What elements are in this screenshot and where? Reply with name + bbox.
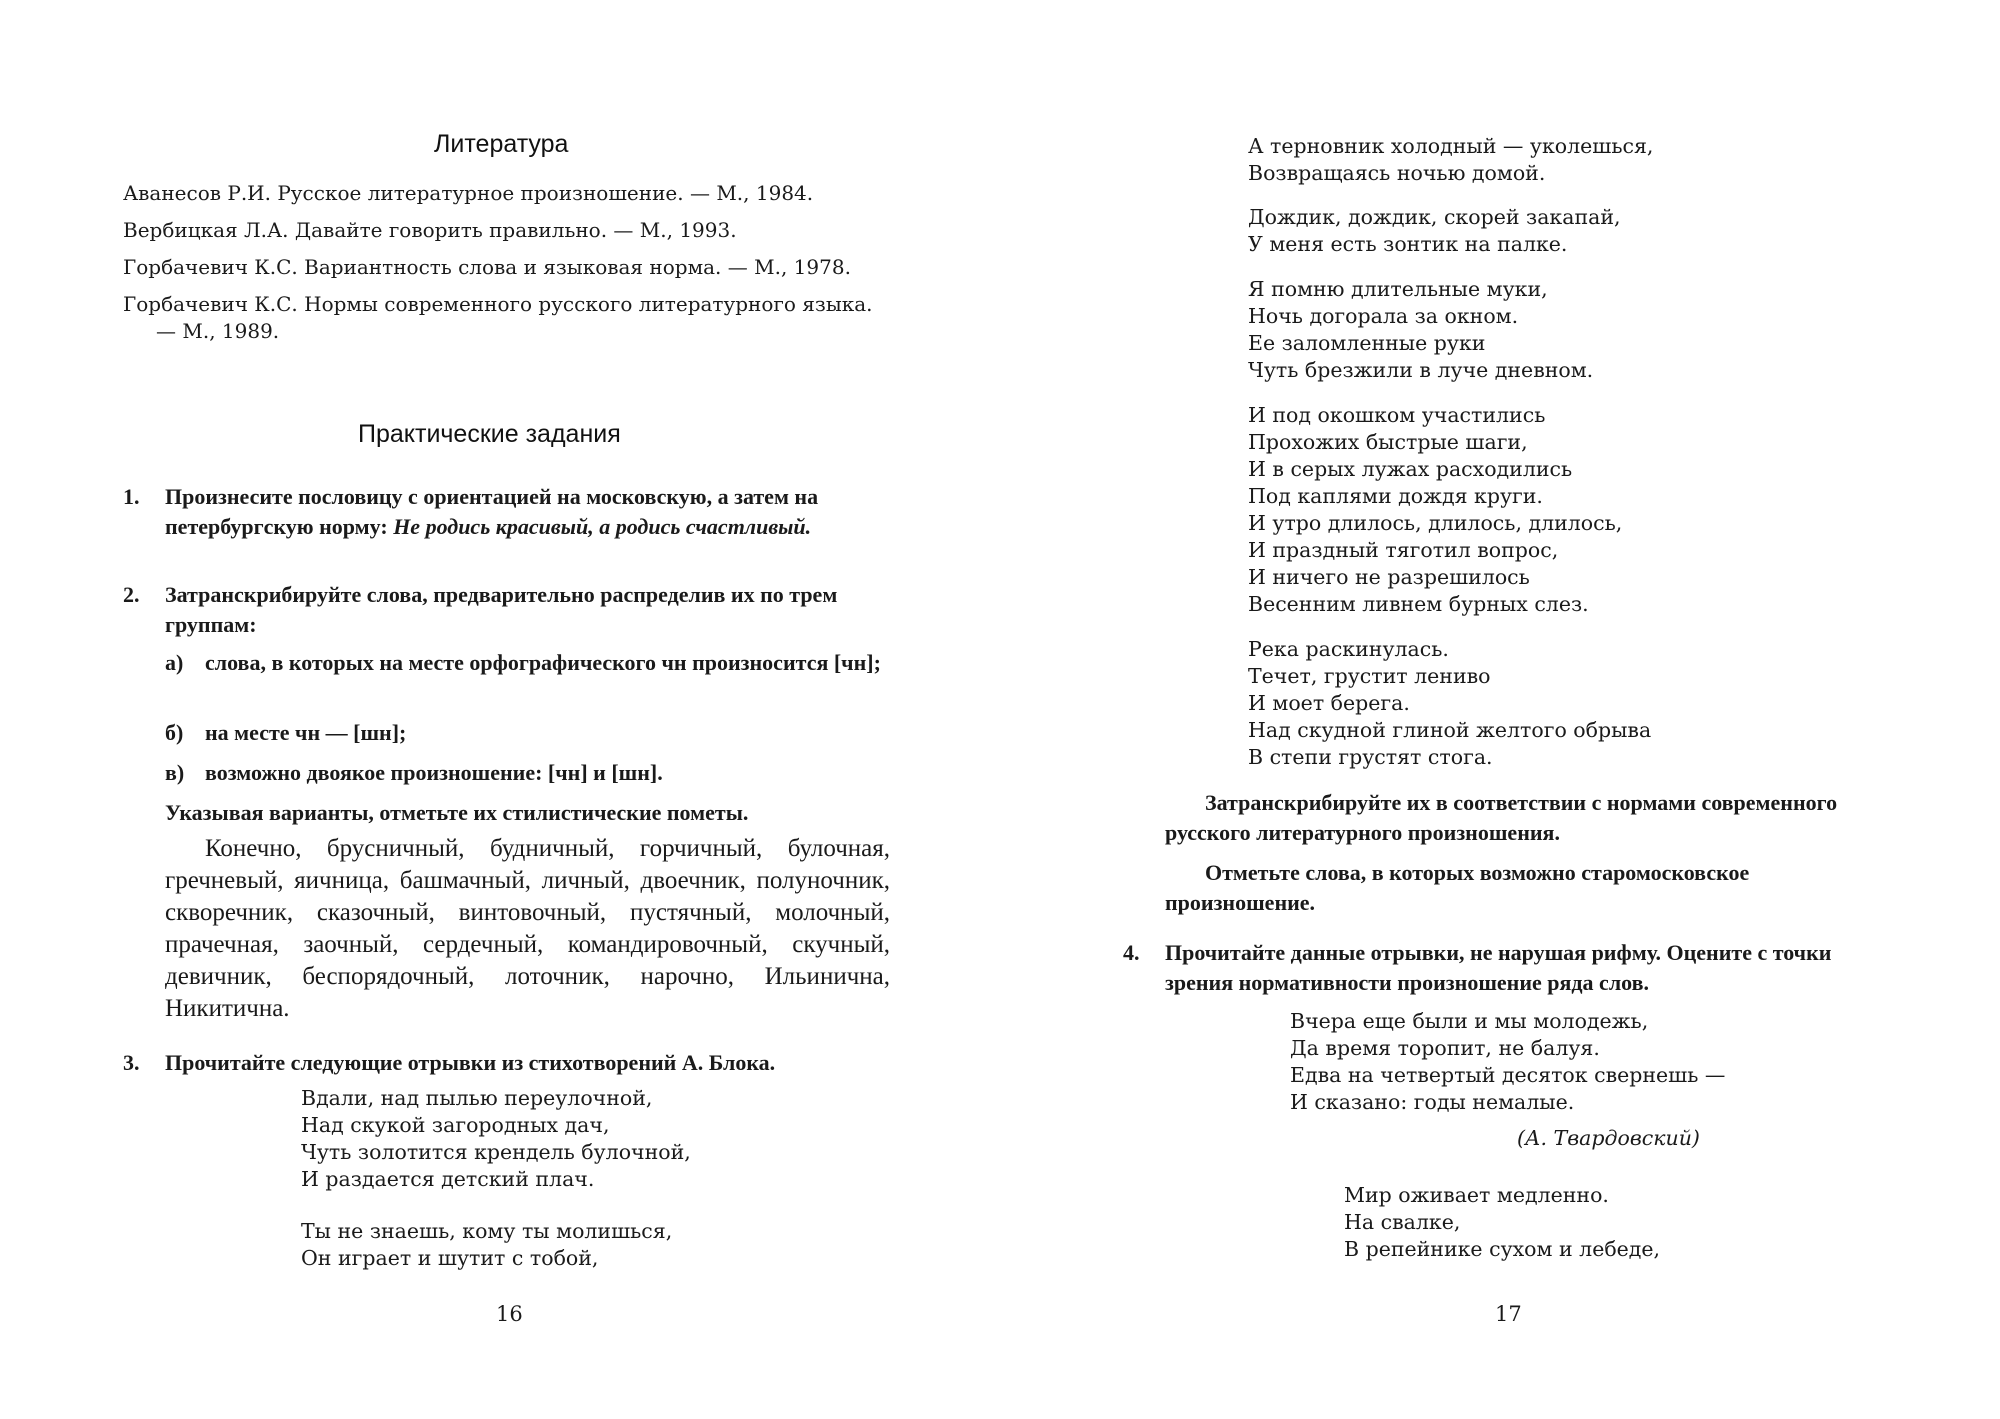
task-number: 2. — [123, 582, 140, 607]
task-number: 1. — [123, 484, 140, 509]
group-c — [165, 758, 893, 788]
task-4 — [1123, 938, 1893, 998]
task-body — [165, 482, 893, 542]
reference-list — [123, 180, 888, 355]
task-number: 3. — [123, 1050, 140, 1075]
poem-stanza — [1248, 133, 1653, 187]
poem-line: И моет берега. — [1248, 691, 1410, 715]
poem-line: И ничего не разрешилось — [1248, 565, 1530, 589]
word-list: Конечно, брусничный, будничный, горчичный, булочная, гречневый, яичница, башмачный, личный, двоечник, полуночник, скворечник, сказочный, винтовочный, пустячный, молочный, прачечная, заочный, сердечный, командировочный, скучный, девичник, беспорядочный, лоточник, нарочно, Ильинична, Никитична. — [165, 835, 890, 1022]
poem-line: На свалке, — [1344, 1210, 1461, 1234]
poem-line: И утро длилось, длилось, длилось, — [1248, 511, 1623, 535]
task-text: Прочитайте данные отрывки, не нарушая рифму. Оцените с точки зрения нормативности произношение ряда слов. — [1165, 940, 1832, 995]
literature-heading: Литература — [434, 130, 569, 158]
task-1 — [123, 482, 893, 542]
poem-line: В репейнике сухом и лебеде, — [1344, 1237, 1661, 1261]
poem-line: Течет, грустит лениво — [1248, 664, 1491, 688]
page-number: 16 — [496, 1302, 523, 1326]
practice-heading: Практические задания — [358, 420, 621, 448]
task-3 — [123, 1048, 893, 1078]
group-b — [165, 718, 893, 748]
poem-attribution: (А. Твардовский) — [1517, 1126, 1700, 1150]
poem-line: Ты не знаешь, кому ты молишься, — [301, 1219, 673, 1243]
poem-stanza — [1344, 1182, 1660, 1263]
poem-line: И праздный тяготил вопрос, — [1248, 538, 1559, 562]
poem-line: Дождик, дождик, скорей закапай, — [1248, 205, 1621, 229]
poem-line: Он играет и шутит с тобой, — [301, 1246, 599, 1270]
reference-item: Вербицкая Л.А. Давайте говорить правильно. — М., 1993. — [123, 218, 737, 242]
group-label: а) — [165, 650, 184, 675]
proverb: Не родись красивый, а родись счастливый. — [393, 514, 812, 539]
poem-line: И в серых лужах расходились — [1248, 457, 1573, 481]
poem-line: Едва на четвертый десяток свернешь — — [1290, 1063, 1726, 1087]
group-a — [165, 648, 893, 678]
poem-line: В степи грустят стога. — [1248, 745, 1493, 769]
page-number: 17 — [1495, 1302, 1522, 1326]
group-label: б) — [165, 720, 184, 745]
group-text: на месте чн — [шн]; — [205, 720, 407, 745]
poem-line: Вчера еще были и мы молодежь, — [1290, 1009, 1649, 1033]
task-text: Произнесите пословицу с ориентацией на московскую, а затем на петербургскую норму: — [165, 484, 819, 539]
poem-line: И сказано: годы немалые. — [1290, 1090, 1575, 1114]
task-2 — [123, 580, 893, 640]
poem-line: Прохожих быстрые шаги, — [1248, 430, 1528, 454]
task-text: Прочитайте следующие отрывки из стихотворений А. Блока. — [165, 1050, 776, 1075]
poem-stanza — [1248, 636, 1651, 771]
task-2-note: Указывая варианты, отметьте их стилистические пометы. — [165, 800, 749, 825]
poem-line: И под окошком участились — [1248, 403, 1546, 427]
poem-line: Мир оживает медленно. — [1344, 1183, 1609, 1207]
group-label: в) — [165, 760, 185, 785]
poem-line: Я помню длительные муки, — [1248, 277, 1548, 301]
poem-stanza — [1248, 276, 1593, 384]
poem-stanza — [1248, 402, 1622, 618]
poem-line: И раздается детский плач. — [301, 1167, 595, 1191]
poem-line: Ее заломленные руки — [1248, 331, 1486, 355]
instruction-transcribe: Затранскрибируйте их в соответствии с нормами современного русского литературного произношения. — [1165, 790, 1838, 845]
right-page — [1000, 0, 2000, 1419]
poem-line: Весенним ливнем бурных слез. — [1248, 592, 1589, 616]
poem-line: Чуть золотится крендель булочной, — [301, 1140, 691, 1164]
poem-stanza — [301, 1218, 672, 1272]
poem-line: А терновник холодный — уколешься, — [1248, 134, 1654, 158]
poem-line: Над скукой загородных дач, — [301, 1113, 610, 1137]
instruction-old-moscow: Отметьте слова, в которых возможно старомосковское произношение. — [1165, 860, 1750, 915]
group-text: слова, в которых на месте орфографического чн произносится [чн]; — [205, 650, 881, 675]
poem-line: Возвращаясь ночью домой. — [1248, 161, 1546, 185]
poem-line: У меня есть зонтик на палке. — [1248, 232, 1568, 256]
poem-line: Ночь догорала за окном. — [1248, 304, 1519, 328]
poem-line: Вдали, над пылью переулочной, — [301, 1086, 653, 1110]
reference-item: Горбачевич К.С. Нормы современного русского литературного языка. — М., 1989. — [123, 292, 873, 343]
poem-stanza — [301, 1085, 691, 1193]
poem-line: Под каплями дождя круги. — [1248, 484, 1543, 508]
reference-item: Горбачевич К.С. Вариантность слова и языковая норма. — М., 1978. — [123, 255, 851, 279]
poem-line: Чуть брезжили в луче дневном. — [1248, 358, 1594, 382]
group-text: возможно двоякое произношение: [чн] и [шн]. — [205, 760, 663, 785]
poem-line: Река раскинулась. — [1248, 637, 1449, 661]
poem-stanza — [1290, 1008, 1725, 1116]
task-number: 4. — [1123, 940, 1140, 965]
reference-item: Аванесов Р.И. Русское литературное произношение. — М., 1984. — [123, 181, 814, 205]
poem-line: Да время торопит, не балуя. — [1290, 1036, 1600, 1060]
poem-line: Над скудной глиной желтого обрыва — [1248, 718, 1652, 742]
poem-stanza — [1248, 204, 1621, 258]
task-text: Затранскрибируйте слова, предварительно распределив их по трем группам: — [165, 582, 838, 637]
